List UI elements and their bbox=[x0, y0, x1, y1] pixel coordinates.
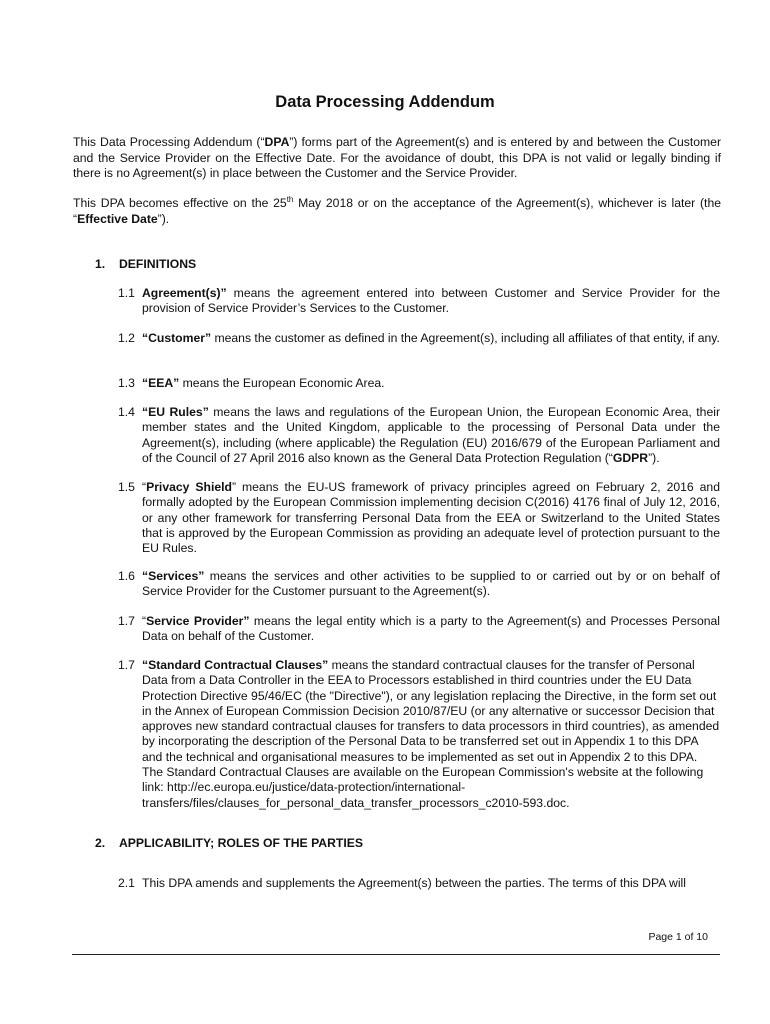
clause-text: means the standard contractual clauses for the transfer of Personal Data from a Data Controller in the EEA to Processors established in third countries under the EU Data Protection Directive 95/46/EC (the "Directive"), or any legislation replacing the Directive, in the form set out in the Annex of European Commission Decision 2010/87/EU (or any alternative or successor Decision that approves new standard contractual clauses for transfers to data processors in third countries), as amended by incorporating the description of the Personal Data to be transferred set out in Appendix 1 to this DPA and the technical and organisational measures to be implemented as set out in Appendix 2 to this DPA. The Standard Contractual Clauses are available on the European Commission's website at the following link: http://ec.europa.eu/justice/data-protection/international-transfers/files/clauses_for_personal_data_transfer_processors_c2010-593.doc. bbox=[142, 658, 720, 810]
clause-number: 1.4 bbox=[118, 405, 135, 419]
clause-term: Agreement(s)” bbox=[142, 286, 227, 300]
clause-term: “Services” bbox=[142, 569, 205, 583]
clause-term: “Customer” bbox=[142, 331, 212, 345]
clause-number: 1.2 bbox=[118, 331, 135, 345]
clause-1-5 bbox=[118, 480, 720, 556]
clause-number: 1.6 bbox=[118, 569, 135, 583]
clause-2-1 bbox=[118, 876, 720, 891]
clause-text: means the legal entity which is a party to the Agreement(s) and Processes Personal Data on behalf of the Customer. bbox=[142, 614, 720, 644]
clause-term: “EU Rules” bbox=[142, 405, 209, 419]
clause-term: Service Provider” bbox=[146, 614, 250, 628]
clause-number: 1.1 bbox=[118, 286, 135, 300]
clause-number: 1.3 bbox=[118, 376, 135, 390]
clause-1-7-standard-contractual-clauses bbox=[118, 658, 720, 811]
clause-number: 1.7 bbox=[118, 658, 135, 672]
intro-paragraph-2 bbox=[73, 196, 721, 227]
clause-text: means the agreement entered into between Customer and Service Provider for the provision of Service Provider’s Services to the Customer. bbox=[142, 286, 720, 316]
clause-1-1 bbox=[118, 286, 720, 317]
clause-text-end: ”). bbox=[648, 450, 660, 465]
clause-text: means the customer as defined in the Agreement(s), including all affiliates of that entity, if any. bbox=[211, 331, 720, 345]
section-1-title: DEFINITIONS bbox=[119, 257, 197, 271]
clause-term-gdpr: GDPR bbox=[612, 450, 649, 465]
clause-text: means the European Economic Area. bbox=[179, 376, 385, 390]
clause-text: means the services and other activities to be supplied to or carried out by or on behalf of Service Provider for the Customer pursuant to the Agreement(s). bbox=[142, 569, 720, 599]
footer-divider bbox=[72, 954, 720, 955]
clause-number: 1.5 bbox=[118, 480, 135, 494]
intro2-text-d: ”). bbox=[157, 211, 170, 226]
clause-text: This DPA amends and supplements the Agreement(s) between the parties. The terms of this DPA will bbox=[142, 876, 686, 890]
clause-1-3 bbox=[118, 376, 720, 391]
clause-term: “Standard Contractual Clauses” bbox=[142, 658, 329, 672]
clause-1-6 bbox=[118, 569, 720, 600]
intro2-term-effective-date: Effective Date bbox=[77, 211, 158, 226]
clause-text: ” means the EU-US framework of privacy principles agreed on February 2, 2016 and formally adopted by the European Commission implementing decision C(2016) 4176 final of July 12, 2016, or any other framework for transferring Personal Data from the EEA or Switzerland to the United States that is approved by the European Commission as providing an adequate level of protection pursuant to the EU Rules. bbox=[142, 480, 720, 556]
intro1-text-a: This Data Processing Addendum (“ bbox=[73, 135, 265, 149]
clause-term: Privacy Shield bbox=[146, 480, 232, 494]
intro1-term-dpa: DPA bbox=[264, 135, 290, 149]
clause-open-quote: “ bbox=[142, 614, 147, 628]
section-2-title: APPLICABILITY; ROLES OF THE PARTIES bbox=[119, 836, 363, 850]
clause-1-7-service-provider bbox=[118, 614, 720, 645]
clause-1-4 bbox=[118, 405, 720, 466]
intro2-text-b: May 2018 or on the acceptance of the Agreement(s), whichever is later (the “ bbox=[73, 196, 721, 226]
clause-number: 1.7 bbox=[118, 614, 135, 628]
intro-paragraph-1 bbox=[73, 135, 721, 182]
section-1-number: 1. bbox=[95, 257, 106, 271]
clause-term: “EEA” bbox=[142, 376, 180, 390]
intro2-superscript: th bbox=[286, 194, 294, 204]
document-title: Data Processing Addendum bbox=[275, 93, 495, 111]
intro2-text-a: This DPA becomes effective on the 25 bbox=[73, 196, 287, 210]
section-2-number: 2. bbox=[95, 836, 106, 850]
clause-text: means the laws and regulations of the European Union, the European Economic Area, their member states and the United Kingdom, applicable to the processing of Personal Data under the Agreement(s), including (where applicable) the Regulation (EU) 2016/679 of the European Parliament and of the Council of 27 April 2016 also known as the General Data Protection Regulation (“ bbox=[142, 405, 720, 465]
section-2-heading bbox=[95, 836, 363, 850]
clause-1-2 bbox=[118, 331, 720, 346]
section-1-heading bbox=[95, 257, 196, 271]
clause-open-quote: “ bbox=[142, 480, 147, 494]
intro1-text-c: ”) forms part of the Agreement(s) and is entered by and between the Customer and the Service Provider on the Effective Date. For the avoidance of doubt, this DPA is not valid or legally binding if there is no Agreement(s) in place between the Customer and the Service Provider. bbox=[73, 135, 722, 180]
page-number: Page 1 of 10 bbox=[648, 931, 708, 943]
clause-number: 2.1 bbox=[118, 876, 135, 890]
